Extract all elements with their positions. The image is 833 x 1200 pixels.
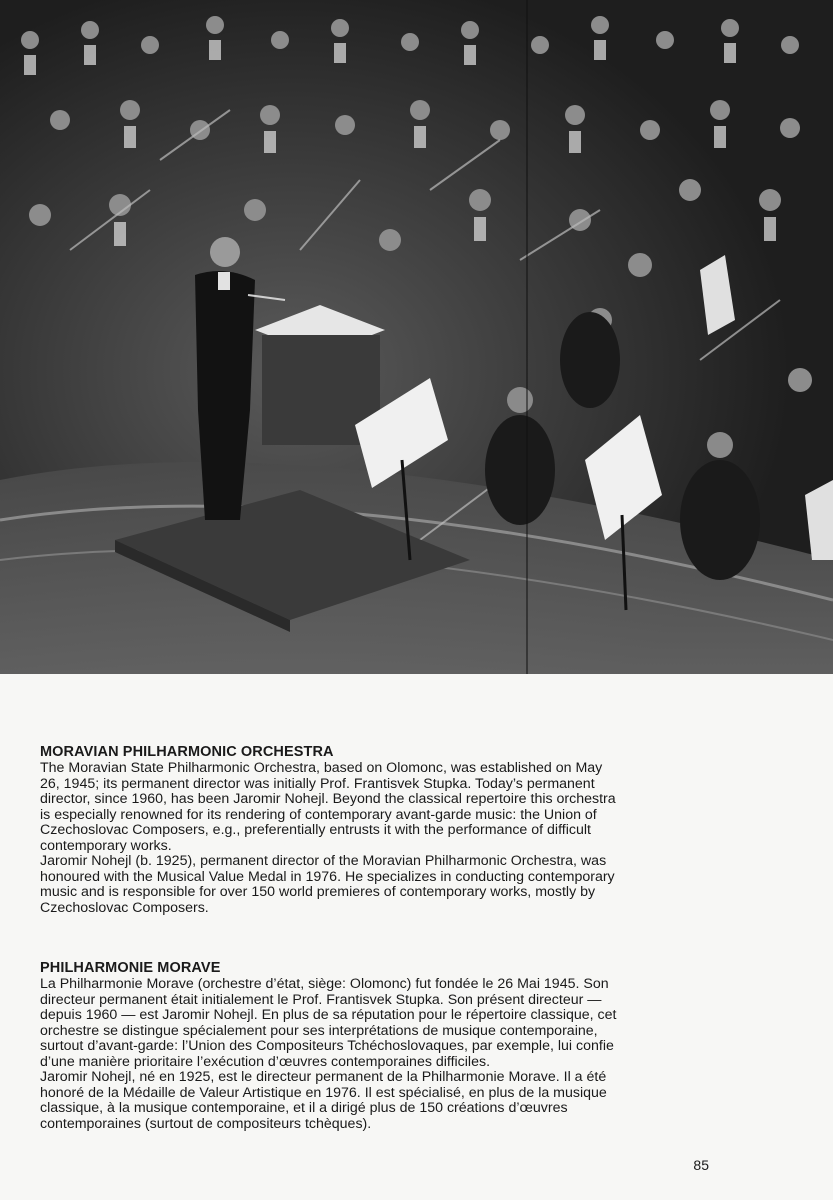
page-number: 85: [693, 1157, 709, 1173]
french-paragraph-history: La Philharmonie Morave (orchestre d’état, siège: Olomonc) fut fondée le 26 Mai 1945. Son directeur permanent était initialement le Prof. Frantisvek Stupka. Son présent directeur — depuis 1960 — est Jaromir Nohejl. En plus de sa réputation pour le répertoire classique, cet orchestre se distingue spécialement pour ses interprétations de musique contemporaine, surtout d’avant-garde: l’Union des Compositeurs Tchéchoslovaques, par exemple, lui confie d’une manière prioritaire l’exécution d’œuvres contemporaines difficiles.: [40, 976, 617, 1070]
english-paragraph-director: Jaromir Nohejl (b. 1925), permanent director of the Moravian Philharmonic Orchestra, was honoured with the Musical Value Medal in 1976. He specializes in conducting contemporary music and is responsible for over 150 world premieres of contemporary works, mostly by Czechoslovac Composers.: [40, 853, 615, 916]
french-heading: PHILHARMONIE MORAVE: [40, 960, 221, 976]
english-section: [40, 744, 800, 916]
english-paragraph-history: The Moravian State Philharmonic Orchestra, based on Olomonc, was established on May 26, 1945; its permanent director was initially Prof. Frantisvek Stupka. Today’s permanent director, since 1960, has been Jaromir Nohejl. Beyond the classical repertoire this orchestra is especially renowned for its rendering of contemporary avant-garde music: the Union of Czechoslovac Composers, e.g., preferentially entrusts it with the performance of difficult contemporary works.: [40, 760, 616, 854]
english-heading: MORAVIAN PHILHARMONIC ORCHESTRA: [40, 744, 334, 760]
french-section: [40, 960, 800, 1132]
french-paragraph-director: Jaromir Nohejl, né en 1925, est le directeur permanent de la Philharmonie Morave. Il a été honoré de la Médaille de Valeur Artistique en 1976. Il est spécialisé, en plus de la musique classique, à la musique contemporaine, et il a dirigé plus de 150 créations d’œuvres contemporaines (surtout de compositeurs tchèques).: [40, 1069, 607, 1132]
